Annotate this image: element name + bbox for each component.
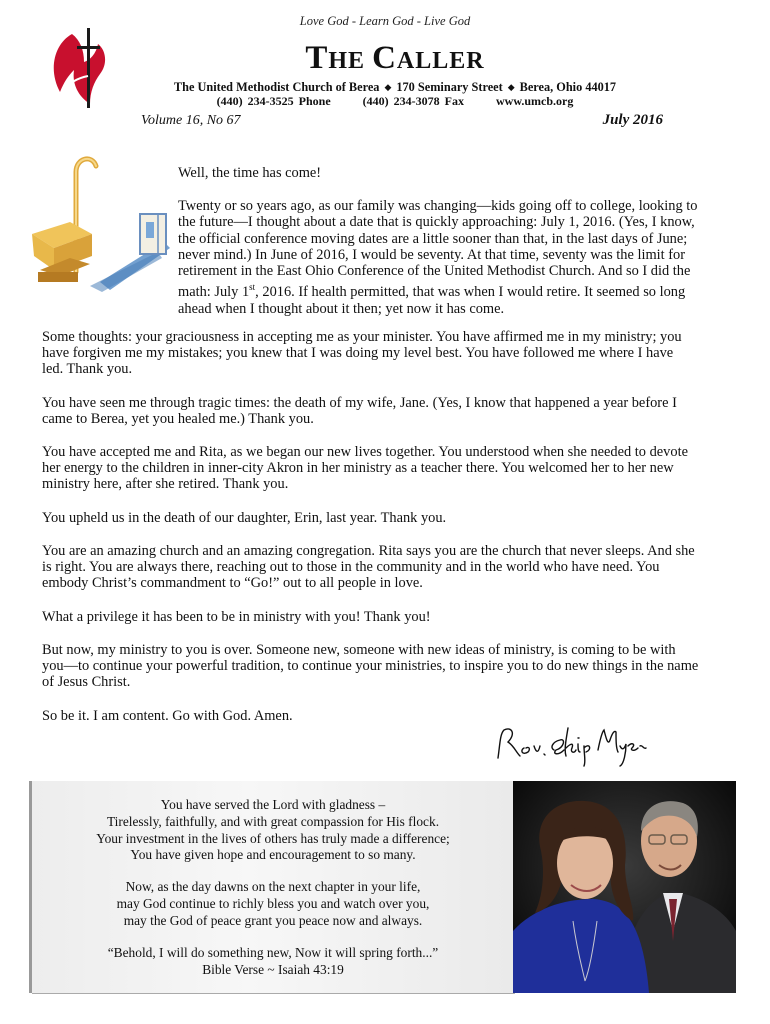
couple-photo [513, 781, 736, 993]
paragraph-tragic-times: You have seen me through tragic times: the death of my wife, Jane. (Yes, I know that happened a year before I came to Berea, yet you healed me.) Thank you. [42, 395, 677, 428]
tribute-bible-verse: “Behold, I will do something new, Now it will spring forth...” Bible Verse ~ Isaiah 43:19 [107, 945, 439, 977]
paragraph-ministry-over: But now, my ministry to you is over. Someone new, someone with new ideas of ministry, is coming to be with you—to continue your powerful tradition, to continue your ministries, to inspire you to do new things in the name of Jesus Christ. [42, 642, 699, 691]
pulpit-clipart [30, 152, 170, 294]
phone: (440) 234-3525 Phone [216, 94, 331, 108]
volume-number: Volume 16, No 67 [141, 113, 241, 128]
paragraph-amen: So be it. I am content. Go with God. Amen. [42, 708, 293, 724]
newsletter-title: THE CALLER [305, 40, 485, 76]
tribute-box [32, 781, 515, 994]
handwritten-signature [490, 720, 650, 770]
paragraph-thoughts: Some thoughts: your graciousness in accepting me as your minister. You have affirmed me in my ministry; you have forgiven me my mistakes; you knew that I was doing my level best. You have followed me where I have led. Thank you. [42, 329, 682, 378]
tribute-stanza-2: Now, as the day dawns on the next chapter in your life, may God continue to richly bless you and watch over you, may the God of peace grant you peace now and always. [116, 879, 430, 928]
website: www.umcb.org [495, 94, 574, 108]
letter-greeting: Well, the time has come! [178, 165, 322, 181]
church-address: The United Methodist Church of Berea ◆ 170 Seminary Street ◆ Berea, Ohio 44017 [173, 80, 617, 94]
fax: (440) 234-3078 Fax [362, 94, 464, 108]
paragraph-rita: You have accepted me and Rita, as we began our new lives together. You understood when she needed to devote her energy to the children in inner-city Akron in her ministry as a teacher there. You welcomed her to her new ministry here, after she retired. Thank you. [42, 444, 688, 493]
paragraph-privilege: What a privilege it has been to be in ministry with you! Thank you! [42, 609, 431, 625]
paragraph-amazing-church: You are an amazing church and an amazing congregation. Rita says you are the church that never sleeps. And she is right. You are always there, reaching out to those in the community and in the world who have need. You embody Christ’s commandment to “Go!” out to all people in love. [42, 543, 695, 592]
issue-date: July 2016 [602, 112, 663, 128]
letter-intro-paragraph: Twenty or so years ago, as our family was changing—kids going off to college, looking to the future—I thought about a date that is quickly approaching: July 1, 2016. (Yes, I know, the official conference moving dates are a little sooner than that, in the last days of June; never mind.) In June of 2016, I would be seventy. At that time, seventy was the limit for retirement in the East Ohio Conference of the United Methodist Church. And so I did the math: July 1st, 2016. If health permitted, that was when I would retire. It seemed so long ahead when I thought about it then; yet now it has come. [178, 198, 698, 317]
church-contact [0, 94, 770, 109]
paragraph-erin: You upheld us in the death of our daughter, Erin, last year. Thank you. [42, 510, 447, 526]
tribute-stanza-1: You have served the Lord with gladness – Tirelessly, faithfully, and with great compassion for His flock. Your investment in the lives of others has truly made a difference; You have given hope and encouragement to so many. [96, 797, 450, 863]
motto: Love God - Learn God - Live God [299, 14, 471, 28]
